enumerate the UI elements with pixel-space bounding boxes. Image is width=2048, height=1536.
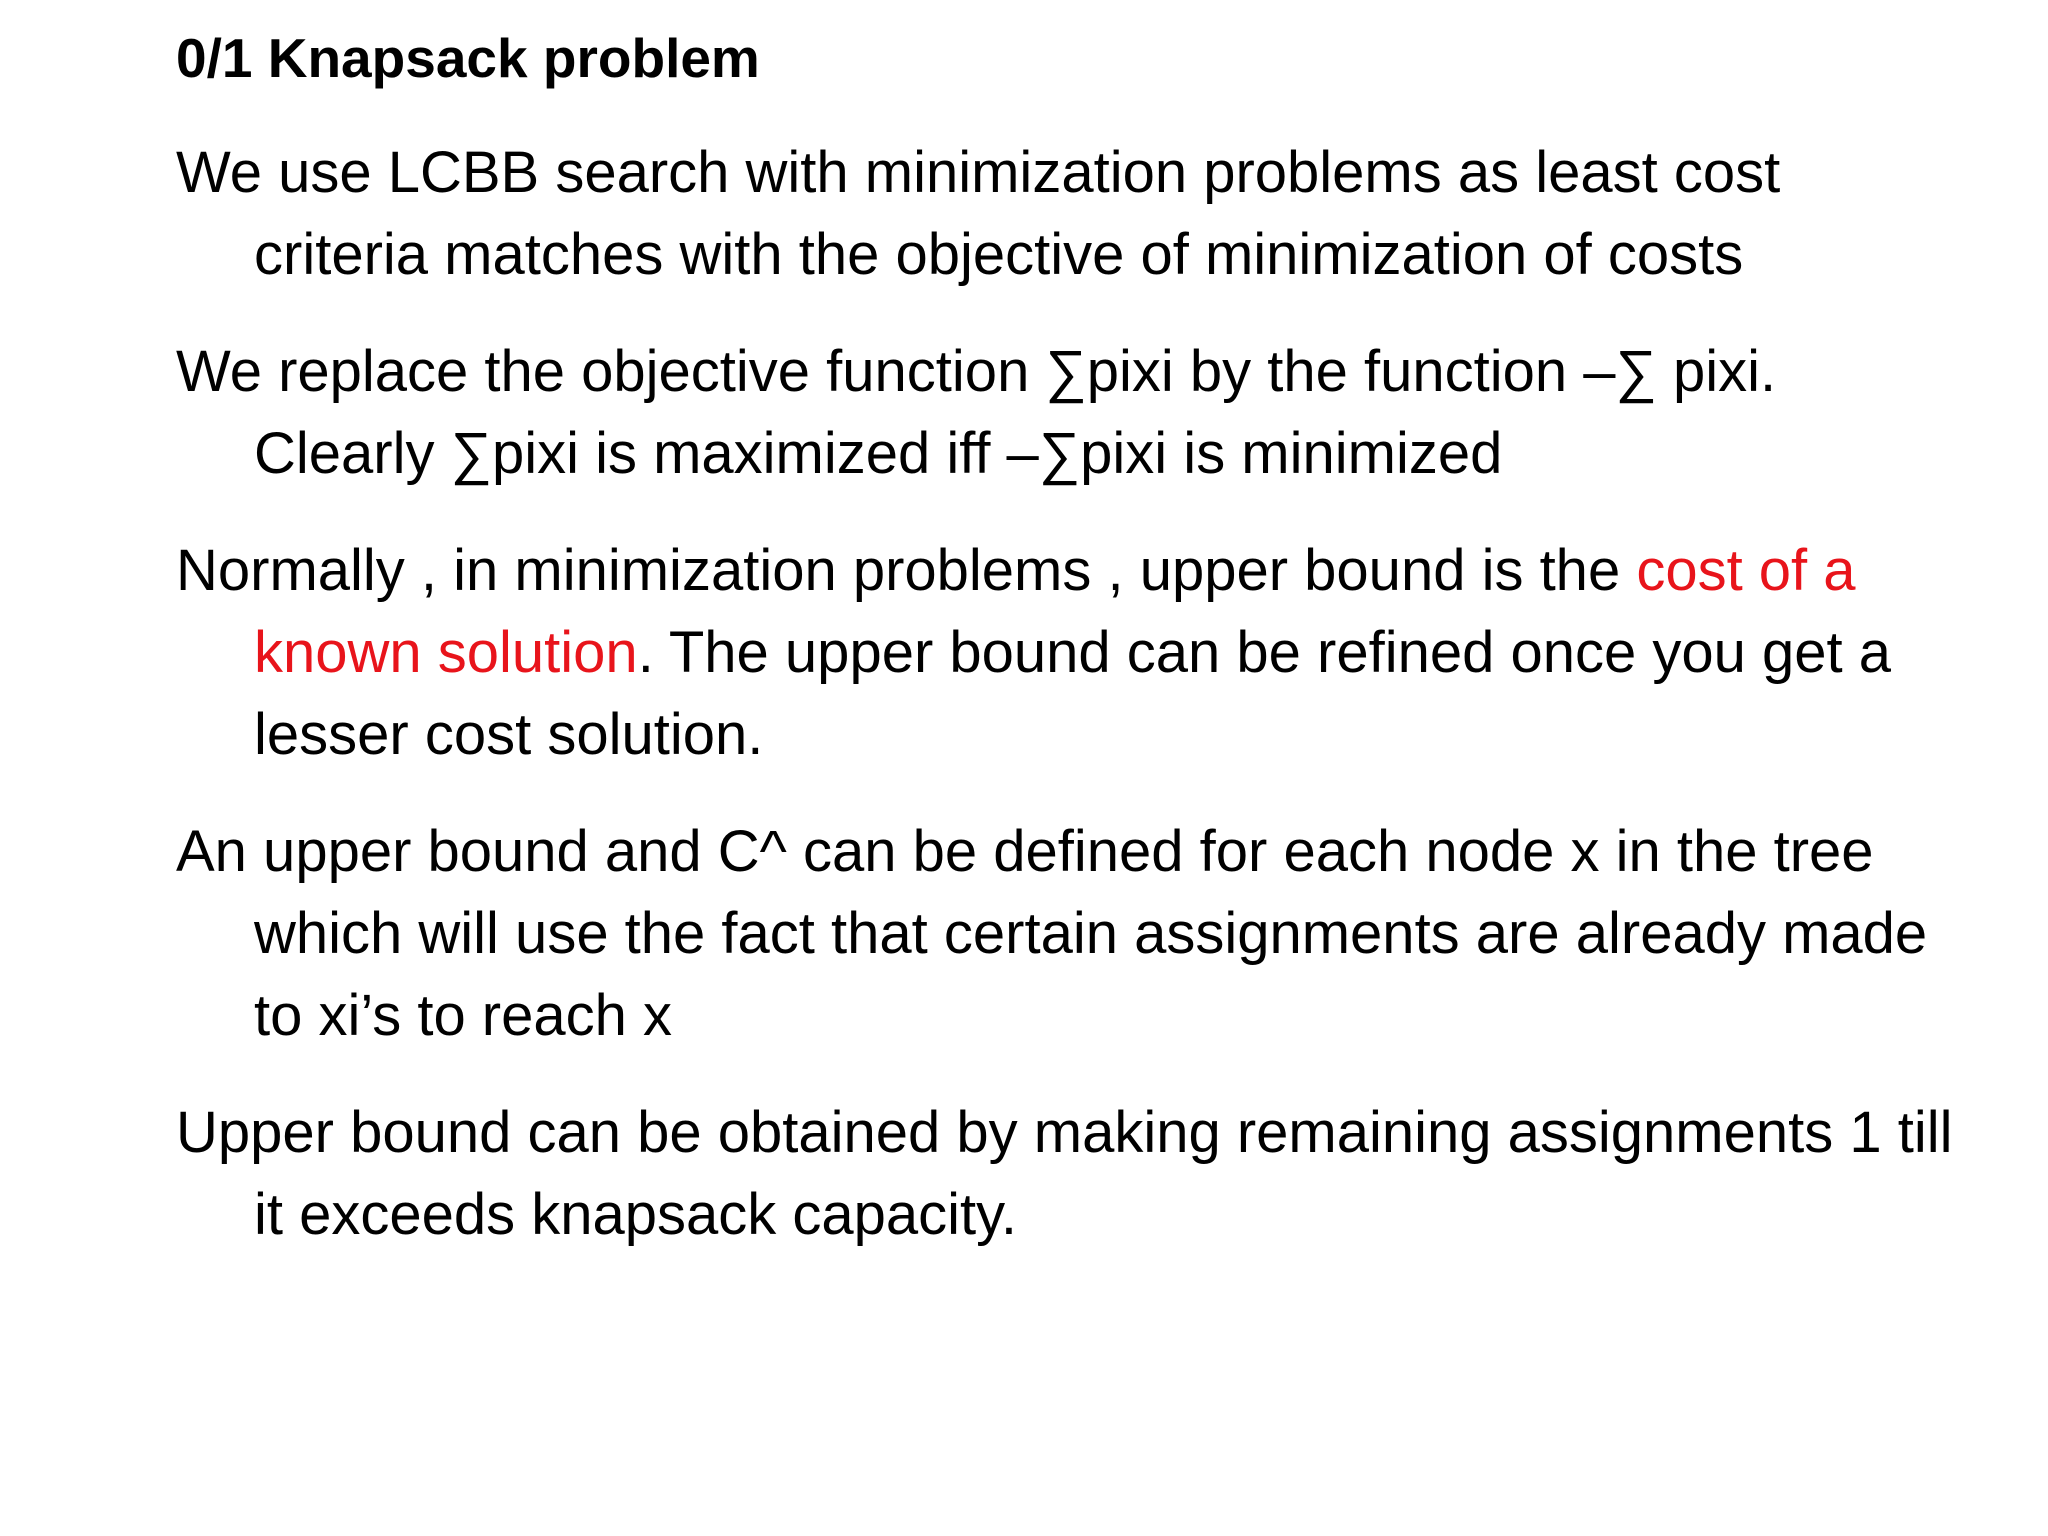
paragraph-text: Normally , in minimization problems , upper bound is the: [176, 538, 1637, 603]
paragraph-obtain-bound: [176, 1092, 1956, 1256]
paragraph-objective-function: [176, 331, 1956, 495]
paragraph-lcbb: [176, 132, 1956, 296]
highlighted-text: cost of a known solution: [254, 538, 1856, 685]
paragraph-text: Upper bound can be obtained by making remaining assignments 1 till it exceeds knapsack capacity.: [176, 1100, 1953, 1247]
paragraph-text: We replace the objective function ∑pixi by the function –∑ pixi. Clearly ∑pixi is maximized iff –∑pixi is minimized: [176, 339, 1777, 486]
slide-content: [176, 22, 1956, 1291]
paragraph-text: . The upper bound can be refined once you get a lesser cost solution.: [254, 620, 1892, 767]
paragraph-text: An upper bound and C^ can be defined for each node x in the tree which will use the fact that certain assignments are already made to xi’s to reach x: [176, 819, 1928, 1048]
paragraph-text: We use LCBB search with minimization problems as least cost criteria matches with the objective of minimization of costs: [176, 140, 1781, 287]
paragraph-node-bound: [176, 811, 1956, 1057]
paragraph-upper-bound: [176, 530, 1956, 776]
slide-title: 0/1 Knapsack problem: [176, 27, 760, 89]
